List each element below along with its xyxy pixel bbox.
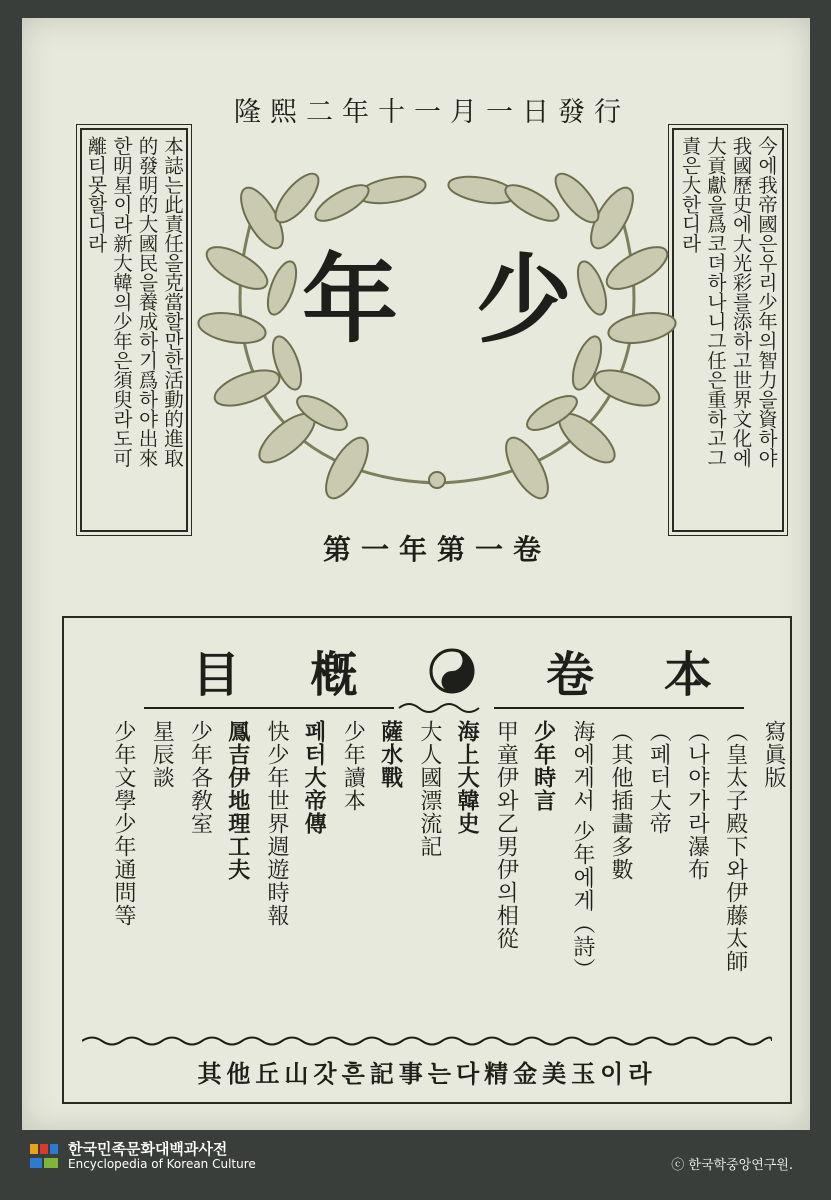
left-notice-column: 本誌는此責任을克當할만한活動的進取 (161, 136, 184, 468)
title-char: 少 (476, 243, 572, 356)
contents-heading-char: 本 (663, 647, 712, 703)
contents-heading-char: 目 (192, 647, 241, 703)
contents-entry: 少年各敎室 (187, 720, 213, 835)
encyclopedia-logo-icon (28, 1140, 60, 1172)
contents-entry: 海에게서 少年에게（詩） (569, 720, 595, 981)
contents-entry: 少年時言 (530, 720, 557, 812)
left-notice-column: 한明星이라新大韓의少年은須臾라도可 (110, 136, 133, 468)
right-notice-column: 今에我帝國은우리少年의智力을資하야 (755, 136, 778, 468)
left-notice-box (80, 128, 188, 532)
contents-heading-char: 槪 (310, 647, 359, 703)
issue-date (202, 90, 662, 129)
contents-entry: 페터大帝傳 (301, 720, 328, 835)
contents-columns (112, 720, 784, 1030)
contents-entry: 寫眞版 (760, 720, 786, 789)
right-notice-box (672, 128, 784, 532)
contents-heading-char: 卷 (545, 647, 594, 703)
other-articles-line (84, 1054, 770, 1089)
table-of-contents (62, 616, 792, 1104)
encyclopedia-logo[interactable] (28, 1138, 256, 1174)
logo-korean-text: 한국민족문화대백과사전 (68, 1139, 228, 1158)
contents-entry: 大人國漂流記 (416, 720, 442, 858)
contents-entry: 星辰談 (149, 720, 175, 789)
copyright-notice (671, 1154, 793, 1173)
contents-entry: 少年讀本 (340, 720, 366, 812)
contents-entry: 甲童伊와乙男伊의相從 (493, 720, 519, 950)
contents-entry: （나야가라瀑布 (684, 720, 710, 881)
wavy-rule (82, 1034, 772, 1048)
contents-entry: 快少年世界週遊時報 (263, 720, 289, 927)
contents-entry: （페터大帝 (646, 720, 672, 835)
contents-entry: 少年文學少年通問等 (111, 720, 136, 927)
title-char: 年 (302, 243, 398, 356)
right-notice-column: 我國歷史에大光彩를添하고世界文化에 (729, 136, 753, 468)
right-notice-column: 大貢獻을爲코뎌하나니그任은重하고그 (704, 136, 727, 468)
left-notice-column: 離티못할디라 (84, 136, 108, 253)
magazine-title (302, 224, 572, 361)
magazine-cover (22, 18, 810, 1130)
ornamental-rule (144, 702, 744, 714)
taegeuk-icon (428, 647, 476, 695)
other-articles-text: 其他丘山갓흔記事는다精金美玉이라 (197, 1059, 657, 1088)
contents-entry: （其他插畵多數 (608, 720, 634, 881)
issue-date-text: 隆熙二年十一月一日發行 (234, 97, 630, 128)
copyright-text: ⓒ 한국학중앙연구원. (671, 1158, 793, 1173)
contents-entry: 海上大韓史 (454, 720, 481, 835)
logo-english-text: Encyclopedia of Korean Culture (68, 1156, 256, 1171)
right-notice-column: 責은大한디라 (678, 136, 702, 253)
volume-number (272, 528, 602, 568)
contents-heading (192, 636, 712, 705)
left-notice-column: 的發明的大國民을養成하기爲하야出來 (135, 136, 159, 468)
contents-entry: 鳳吉伊地理工夫 (224, 720, 251, 881)
volume-number-text: 第一年第一卷 (322, 533, 551, 566)
contents-entry: （皇太子殿下와伊藤太師 (722, 720, 748, 973)
contents-entry: 薩水戰 (377, 720, 404, 789)
